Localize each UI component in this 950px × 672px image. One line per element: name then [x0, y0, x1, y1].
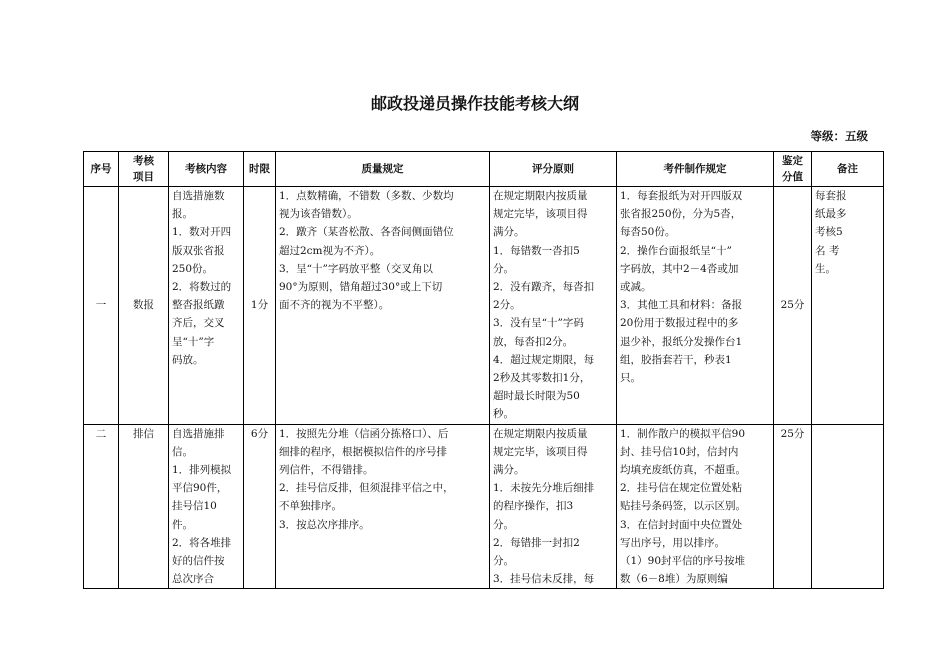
- cell-line: 2．挂号信反排，但须混排平信之中，: [279, 482, 454, 495]
- cell-line: 3．挂号信未反排，每: [493, 573, 595, 586]
- cell-line: 自选措施数: [172, 190, 225, 202]
- cell-line: 报。: [172, 208, 193, 221]
- cell-line: 整沓报纸蹾: [172, 299, 225, 312]
- table-row: [84, 187, 884, 425]
- row-scoring: [490, 187, 617, 425]
- row-quality: [276, 424, 490, 589]
- cell-line: 好的信件按: [172, 555, 225, 568]
- cell-line: 挂号信10: [172, 500, 217, 513]
- cell-line: 1．制作散户的模拟平信90: [620, 427, 746, 440]
- cell-line: 放，每沓扣2分。: [493, 335, 574, 348]
- cell-line: 信。: [172, 445, 193, 458]
- cell-line: 视为该沓错数）。: [279, 208, 358, 221]
- header-remark: 备注: [812, 152, 884, 187]
- header-time: 时限: [244, 152, 276, 187]
- row-seq: 一: [84, 187, 119, 425]
- cell-line: 满分。: [493, 464, 525, 477]
- cell-line: 在规定期限内按质量: [493, 427, 588, 440]
- cell-line: 1．按照先分堆（信函分拣格口）、后: [279, 427, 449, 440]
- cell-line: 退少补，报纸分发操作台1: [620, 335, 743, 348]
- assessment-table: [83, 151, 884, 589]
- cell-line: 自选措施排: [172, 427, 225, 440]
- cell-line: 2．每错排一封扣2: [493, 536, 580, 549]
- header-materials: 考件制作规定: [617, 152, 774, 187]
- cell-line: 生。: [815, 262, 836, 275]
- row-item: 排信: [119, 424, 169, 589]
- cell-line: 1．排列模拟: [172, 464, 232, 477]
- row-materials: [617, 187, 774, 425]
- cell-line: 3．按总次序排序。: [279, 518, 370, 531]
- cell-line: 贴挂号条码签，以示区别。: [620, 500, 746, 513]
- header-scoring: 评分原则: [490, 152, 617, 187]
- cell-line: 呈“十”字: [172, 335, 215, 348]
- row-score: 25分: [774, 424, 812, 589]
- cell-line: 组，胶指套若干，秒表1: [620, 353, 732, 366]
- cell-line: 不单独排序。: [279, 500, 342, 513]
- header-item: 考核 项目: [119, 152, 169, 187]
- cell-line: 20份用于数报过程中的多: [620, 317, 739, 330]
- header-score: 鉴定 分值: [774, 152, 812, 187]
- cell-line: （1）90封平信的序号按堆: [620, 555, 746, 568]
- cell-line: 数（6－8堆）为原则编: [620, 573, 728, 586]
- row-time: 1分: [244, 187, 276, 425]
- cell-line: 均填充废纸仿真，不超重。: [620, 464, 746, 477]
- cell-line: 齐后，交叉: [172, 317, 225, 330]
- cell-line: 超过2cm视为不齐）。: [279, 244, 381, 257]
- cell-line: 1．每错数一沓扣5: [493, 244, 580, 257]
- cell-line: 3．呈“十”字码放平整（交叉角以: [279, 262, 433, 275]
- row-score: 25分: [774, 187, 812, 425]
- cell-line: 件。: [172, 518, 193, 531]
- cell-line: 张省报250份，分为5沓，: [620, 208, 742, 221]
- cell-line: 分。: [493, 262, 514, 275]
- cell-line: 2．挂号信在规定位置处粘: [620, 482, 743, 495]
- cell-line: 总次序合: [172, 573, 214, 586]
- cell-line: 列信件，不得错排。: [279, 464, 374, 477]
- row-remark: [812, 187, 884, 425]
- grade-level: 等级：五级: [810, 129, 868, 143]
- cell-line: 3．其他工具和材料：备报: [620, 299, 743, 312]
- cell-line: 字码放，其中2－4沓或加: [620, 262, 739, 275]
- cell-line: 在规定期限内按质量: [493, 190, 588, 202]
- cell-line: 1．点数精确，不错数（多数、少数均: [279, 190, 454, 202]
- header-quality: 质量规定: [276, 152, 490, 187]
- row-item: 数报: [119, 187, 169, 425]
- row-remark: [812, 424, 884, 589]
- cell-line: 细排的程序，根据模拟信件的序号排: [279, 445, 447, 458]
- cell-line: 封、挂号信10封，信封内: [620, 445, 739, 458]
- cell-line: 2．将各堆排: [172, 536, 232, 549]
- row-scoring: [490, 424, 617, 589]
- row-quality: [276, 187, 490, 425]
- cell-line: 或减。: [620, 281, 652, 294]
- cell-line: 规定完毕，该项目得: [493, 208, 588, 221]
- cell-line: 2．没有蹾齐，每沓扣: [493, 281, 595, 294]
- cell-line: 250份。: [172, 262, 214, 275]
- cell-line: 3．没有呈“十”字码: [493, 317, 584, 330]
- header-content: 考核内容: [169, 152, 244, 187]
- cell-line: 平信90件，: [172, 482, 228, 495]
- document-title: 邮政投递员操作技能考核大纲: [370, 94, 579, 113]
- cell-line: 只。: [620, 372, 641, 385]
- cell-line: 考核5: [815, 226, 843, 239]
- cell-line: 90°为原则，错角超过30°或上下切: [279, 281, 443, 294]
- cell-line: 分。: [493, 518, 514, 531]
- cell-line: 2．蹾齐（某沓松散、各沓间侧面错位: [279, 226, 454, 239]
- cell-line: 写出序号，用以排序。: [620, 536, 725, 549]
- header-seq: 序号: [84, 152, 119, 187]
- cell-line: 2．操作台面报纸呈“十”: [620, 244, 732, 257]
- cell-line: 面不齐的视为不平整）。: [279, 299, 390, 312]
- cell-line: 规定完毕，该项目得: [493, 445, 588, 458]
- cell-line: 4．超过规定期限，每: [493, 353, 595, 366]
- cell-line: 纸最多: [815, 208, 847, 221]
- cell-line: 2分。: [493, 299, 521, 312]
- cell-line: 3．在信封封面中央位置处: [620, 518, 743, 531]
- row-content: [169, 424, 244, 589]
- row-seq: 二: [84, 424, 119, 589]
- cell-line: 超时最长时限为50: [493, 390, 580, 403]
- row-content: [169, 187, 244, 425]
- cell-line: 秒。: [493, 408, 514, 421]
- cell-line: 1．未按先分堆后细排: [493, 482, 595, 495]
- table-row: [84, 424, 884, 589]
- cell-line: 名 考: [815, 244, 840, 257]
- cell-line: 满分。: [493, 226, 525, 239]
- cell-line: 每沓50份。: [620, 226, 676, 239]
- row-time: 6分: [244, 424, 276, 589]
- row-materials: [617, 424, 774, 589]
- cell-line: 2．将数过的: [172, 281, 232, 294]
- header-row: [84, 152, 884, 187]
- cell-line: 版双张省报: [172, 244, 225, 257]
- cell-line: 每套报: [815, 190, 847, 202]
- cell-line: 码放。: [172, 353, 204, 366]
- cell-line: 分。: [493, 555, 514, 568]
- cell-line: 1．每套报纸为对开四版双: [620, 190, 743, 202]
- cell-line: 1．数对开四: [172, 226, 232, 239]
- cell-line: 2秒及其零数扣1分，: [493, 372, 591, 385]
- cell-line: 的程序操作，扣3: [493, 500, 574, 513]
